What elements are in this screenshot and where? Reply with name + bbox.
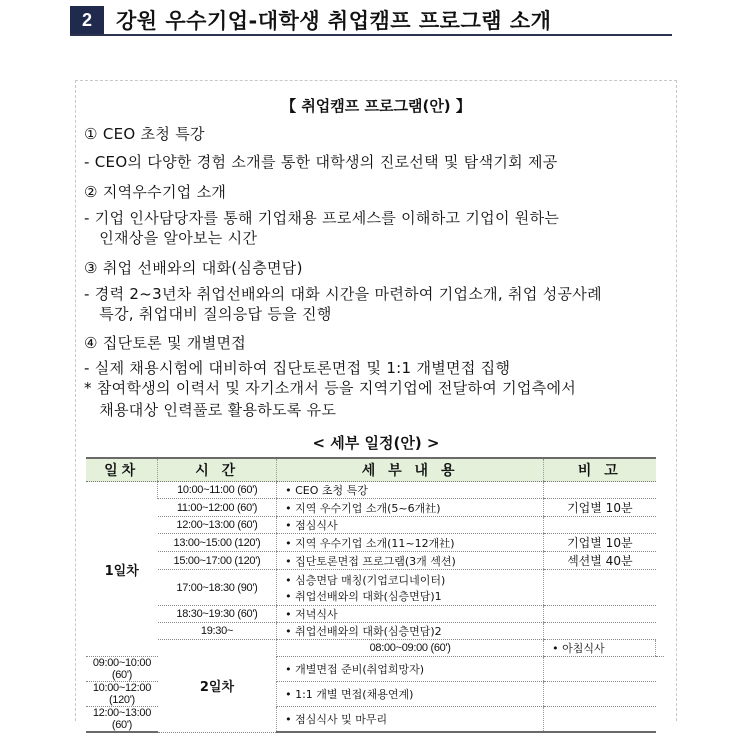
day-1-label: 1일차 xyxy=(86,482,158,657)
time-cell: 09:00~10:00 (60') xyxy=(86,657,158,682)
section-title-bar xyxy=(70,6,672,36)
item-2-line-2: 인재상을 알아보는 시간 xyxy=(84,229,258,247)
table-row xyxy=(86,623,664,640)
table-row xyxy=(86,517,664,534)
section-title: 강원 우수기업-대학생 취업캠프 프로그램 소개 xyxy=(116,9,552,33)
content-cell: • 지역 우수기업 소개(5~6개社) xyxy=(285,502,440,515)
note-cell xyxy=(544,482,656,499)
content-cell: • 집단토론면접 프로그램(3개 섹션) xyxy=(285,555,456,568)
schedule-heading: < 세부 일정(안) > xyxy=(312,434,440,452)
time-cell: 12:00~13:00 (60') xyxy=(86,707,158,733)
note-cell xyxy=(656,640,665,657)
item-3-title: ③ 취업 선배와의 대화(심층면담) xyxy=(84,259,303,277)
item-2-line-1: - 기업 인사담당자를 통해 기업채용 프로세스를 이해하고 기업이 원하는 xyxy=(84,209,560,227)
time-cell: 10:00~11:00 (60') xyxy=(158,482,277,499)
table-row xyxy=(86,499,664,517)
time-cell: 18:30~19:30 (60') xyxy=(158,606,277,623)
content-cell: • 아침식사 xyxy=(552,642,605,655)
note-cell xyxy=(544,682,656,707)
content-cell: • 저녁식사 xyxy=(285,608,338,621)
note-cell xyxy=(544,623,656,640)
note-cell: 섹션별 40분 xyxy=(544,552,656,570)
time-cell: 15:00~17:00 (120') xyxy=(158,552,277,570)
table-row xyxy=(86,570,664,606)
header-note: 비 고 xyxy=(544,458,656,482)
content-cell: • 지역 우수기업 소개(11~12개社) xyxy=(285,537,454,550)
table-row xyxy=(86,552,664,570)
item-1-line-1: - CEO의 다양한 경험 소개를 통한 대학생의 진로선택 및 탐색기회 제공 xyxy=(84,153,558,171)
table-row xyxy=(86,606,664,623)
time-cell: 17:00~18:30 (90') xyxy=(158,570,277,606)
time-cell: 11:00~12:00 (60') xyxy=(158,499,277,517)
table-row xyxy=(86,534,664,552)
content-cell-line-1: • 심층면담 매칭(기업코디네이터) xyxy=(285,572,539,588)
program-heading: 【 취업캠프 프로그램(안) 】 xyxy=(281,97,471,115)
content-cell: • 점심식사 xyxy=(285,519,338,532)
item-4-line-2: * 참여학생의 이력서 및 자기소개서 등을 지역기업에 전달하여 기업측에서 xyxy=(84,379,577,397)
table-header-row xyxy=(86,458,664,482)
time-cell: 12:00~13:00 (60') xyxy=(158,517,277,534)
content-cell-line-2: • 취업선배와의 대화(심층면담)1 xyxy=(285,588,539,604)
header-content: 세 부 내 용 xyxy=(277,458,544,482)
note-cell xyxy=(544,657,656,682)
header-time: 시 간 xyxy=(158,458,277,482)
note-cell: 기업별 10분 xyxy=(544,534,656,552)
content-cell: • 점심식사 및 마무리 xyxy=(285,713,387,726)
item-4-line-3: 채용대상 인력풀로 활용하도록 유도 xyxy=(84,401,337,419)
section-number-badge: 2 xyxy=(70,6,104,34)
table-row xyxy=(86,482,664,499)
program-box xyxy=(75,80,677,731)
time-cell: 10:00~12:00 (120') xyxy=(86,682,158,707)
time-cell: 19:30~ xyxy=(158,623,277,640)
header-day: 일차 xyxy=(86,458,158,482)
note-cell: 기업별 10분 xyxy=(544,499,656,517)
day-2-label: 2일차 xyxy=(158,640,277,733)
item-2-title: ② 지역우수기업 소개 xyxy=(84,183,227,201)
content-cell: • 개별면접 준비(취업희망자) xyxy=(285,663,424,676)
table-row xyxy=(86,640,664,657)
item-3-line-1: - 경력 2~3년차 취업선배와의 대화 시간을 마련하여 기업소개, 취업 성공사례 xyxy=(84,285,602,303)
content-cell: • 취업선배와의 대화(심층면담)2 xyxy=(285,625,442,638)
time-cell: 13:00~15:00 (120') xyxy=(158,534,277,552)
item-1-title: ① CEO 초청 특강 xyxy=(84,125,205,143)
note-cell xyxy=(544,517,656,534)
item-4-line-1: - 실제 채용시험에 대비하여 집단토론면접 및 1:1 개별면접 집행 xyxy=(84,359,511,377)
content-cell: • CEO 초청 특강 xyxy=(285,484,368,497)
note-cell xyxy=(544,570,656,606)
content-cell: • 1:1 개별 면접(채용연계) xyxy=(285,688,413,701)
time-cell: 08:00~09:00 (60') xyxy=(277,640,544,657)
note-cell xyxy=(544,707,656,733)
schedule-table xyxy=(86,457,664,733)
item-4-title: ④ 집단토론 및 개별면접 xyxy=(84,334,247,352)
item-3-line-2: 특강, 취업대비 질의응답 등을 진행 xyxy=(84,305,332,323)
note-cell xyxy=(544,606,656,623)
